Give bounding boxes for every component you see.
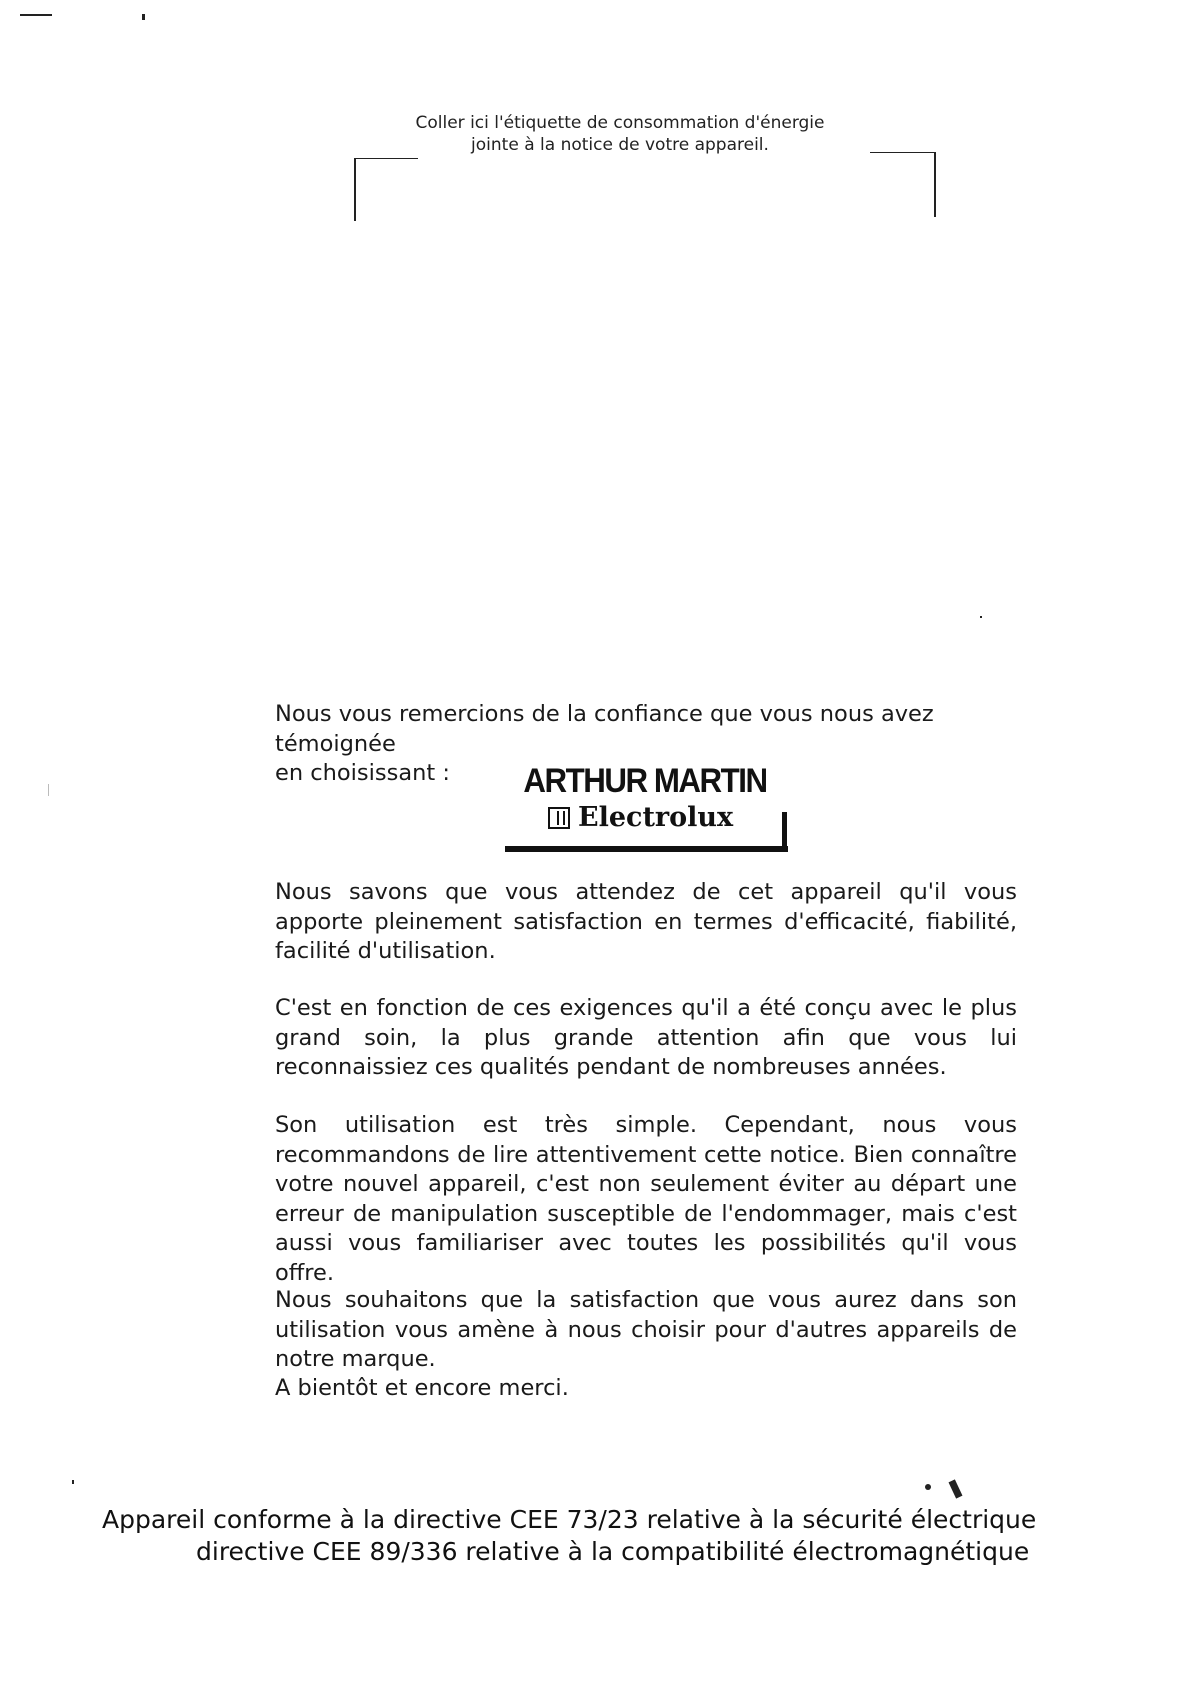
scan-mark-top-left xyxy=(20,14,52,16)
electrolux-logo-icon xyxy=(548,807,570,829)
intro-line-1: Nous vous remercions de la confiance que vous nous avez témoignée xyxy=(275,701,934,757)
closing-line: A bientôt et encore merci. xyxy=(275,1375,569,1401)
scan-speck xyxy=(48,784,49,796)
paragraph-expectations: Nous savons que vous attendez de cet appareil qu'il vous apporte pleinement satisfaction en termes d'efficacité, fiabilité, facilité d'utilisation. xyxy=(275,879,1017,964)
label-corner-left xyxy=(354,158,418,221)
compliance-line-1: Appareil conforme à la directive CEE 73/23 relative à la sécurité électrique xyxy=(102,1505,1037,1534)
scan-speck xyxy=(925,1484,931,1490)
brand-underline xyxy=(505,846,788,852)
intro-line-2: en choisissant : xyxy=(275,760,450,786)
paragraph-usage: Son utilisation est très simple. Cependant, nous vous recommandons de lire attentivement cette notice. Bien connaître votre nouvel appareil, c'est non seulement éviter au départ une erreur de manipulation susceptible de l'endommager, mais c'est aussi vous familiariser avec toutes les possibilités qu'il vous offre. xyxy=(275,1112,1017,1286)
brand-sub-label: Electrolux xyxy=(578,802,734,833)
brand-logo-name: ARTHUR MARTIN xyxy=(523,762,767,800)
brand-underline-tick xyxy=(782,812,787,852)
energy-label-instruction-line-2: jointe à la notice de votre appareil. xyxy=(471,135,769,155)
paragraph-satisfaction: Nous souhaitons que la satisfaction que vous aurez dans son utilisation vous amène à nous choisir pour d'autres appareils de notre marque. xyxy=(275,1287,1017,1372)
paragraph-design: C'est en fonction de ces exigences qu'il a été conçu avec le plus grand soin, la plus grande attention afin que vous lui reconnaissiez ces qualités pendant de nombreuses années. xyxy=(275,995,1017,1080)
scan-speck xyxy=(142,14,145,20)
scan-speck xyxy=(949,1479,963,1498)
label-corner-right xyxy=(870,152,936,217)
scan-speck xyxy=(980,616,982,618)
brand-logo-sub xyxy=(548,802,733,833)
compliance-line-2: directive CEE 89/336 relative à la compatibilité électromagnétique xyxy=(196,1537,1030,1566)
energy-label-instruction xyxy=(380,112,860,156)
energy-label-instruction-line-1: Coller ici l'étiquette de consommation d'énergie xyxy=(415,113,825,133)
scan-speck xyxy=(72,1480,74,1484)
